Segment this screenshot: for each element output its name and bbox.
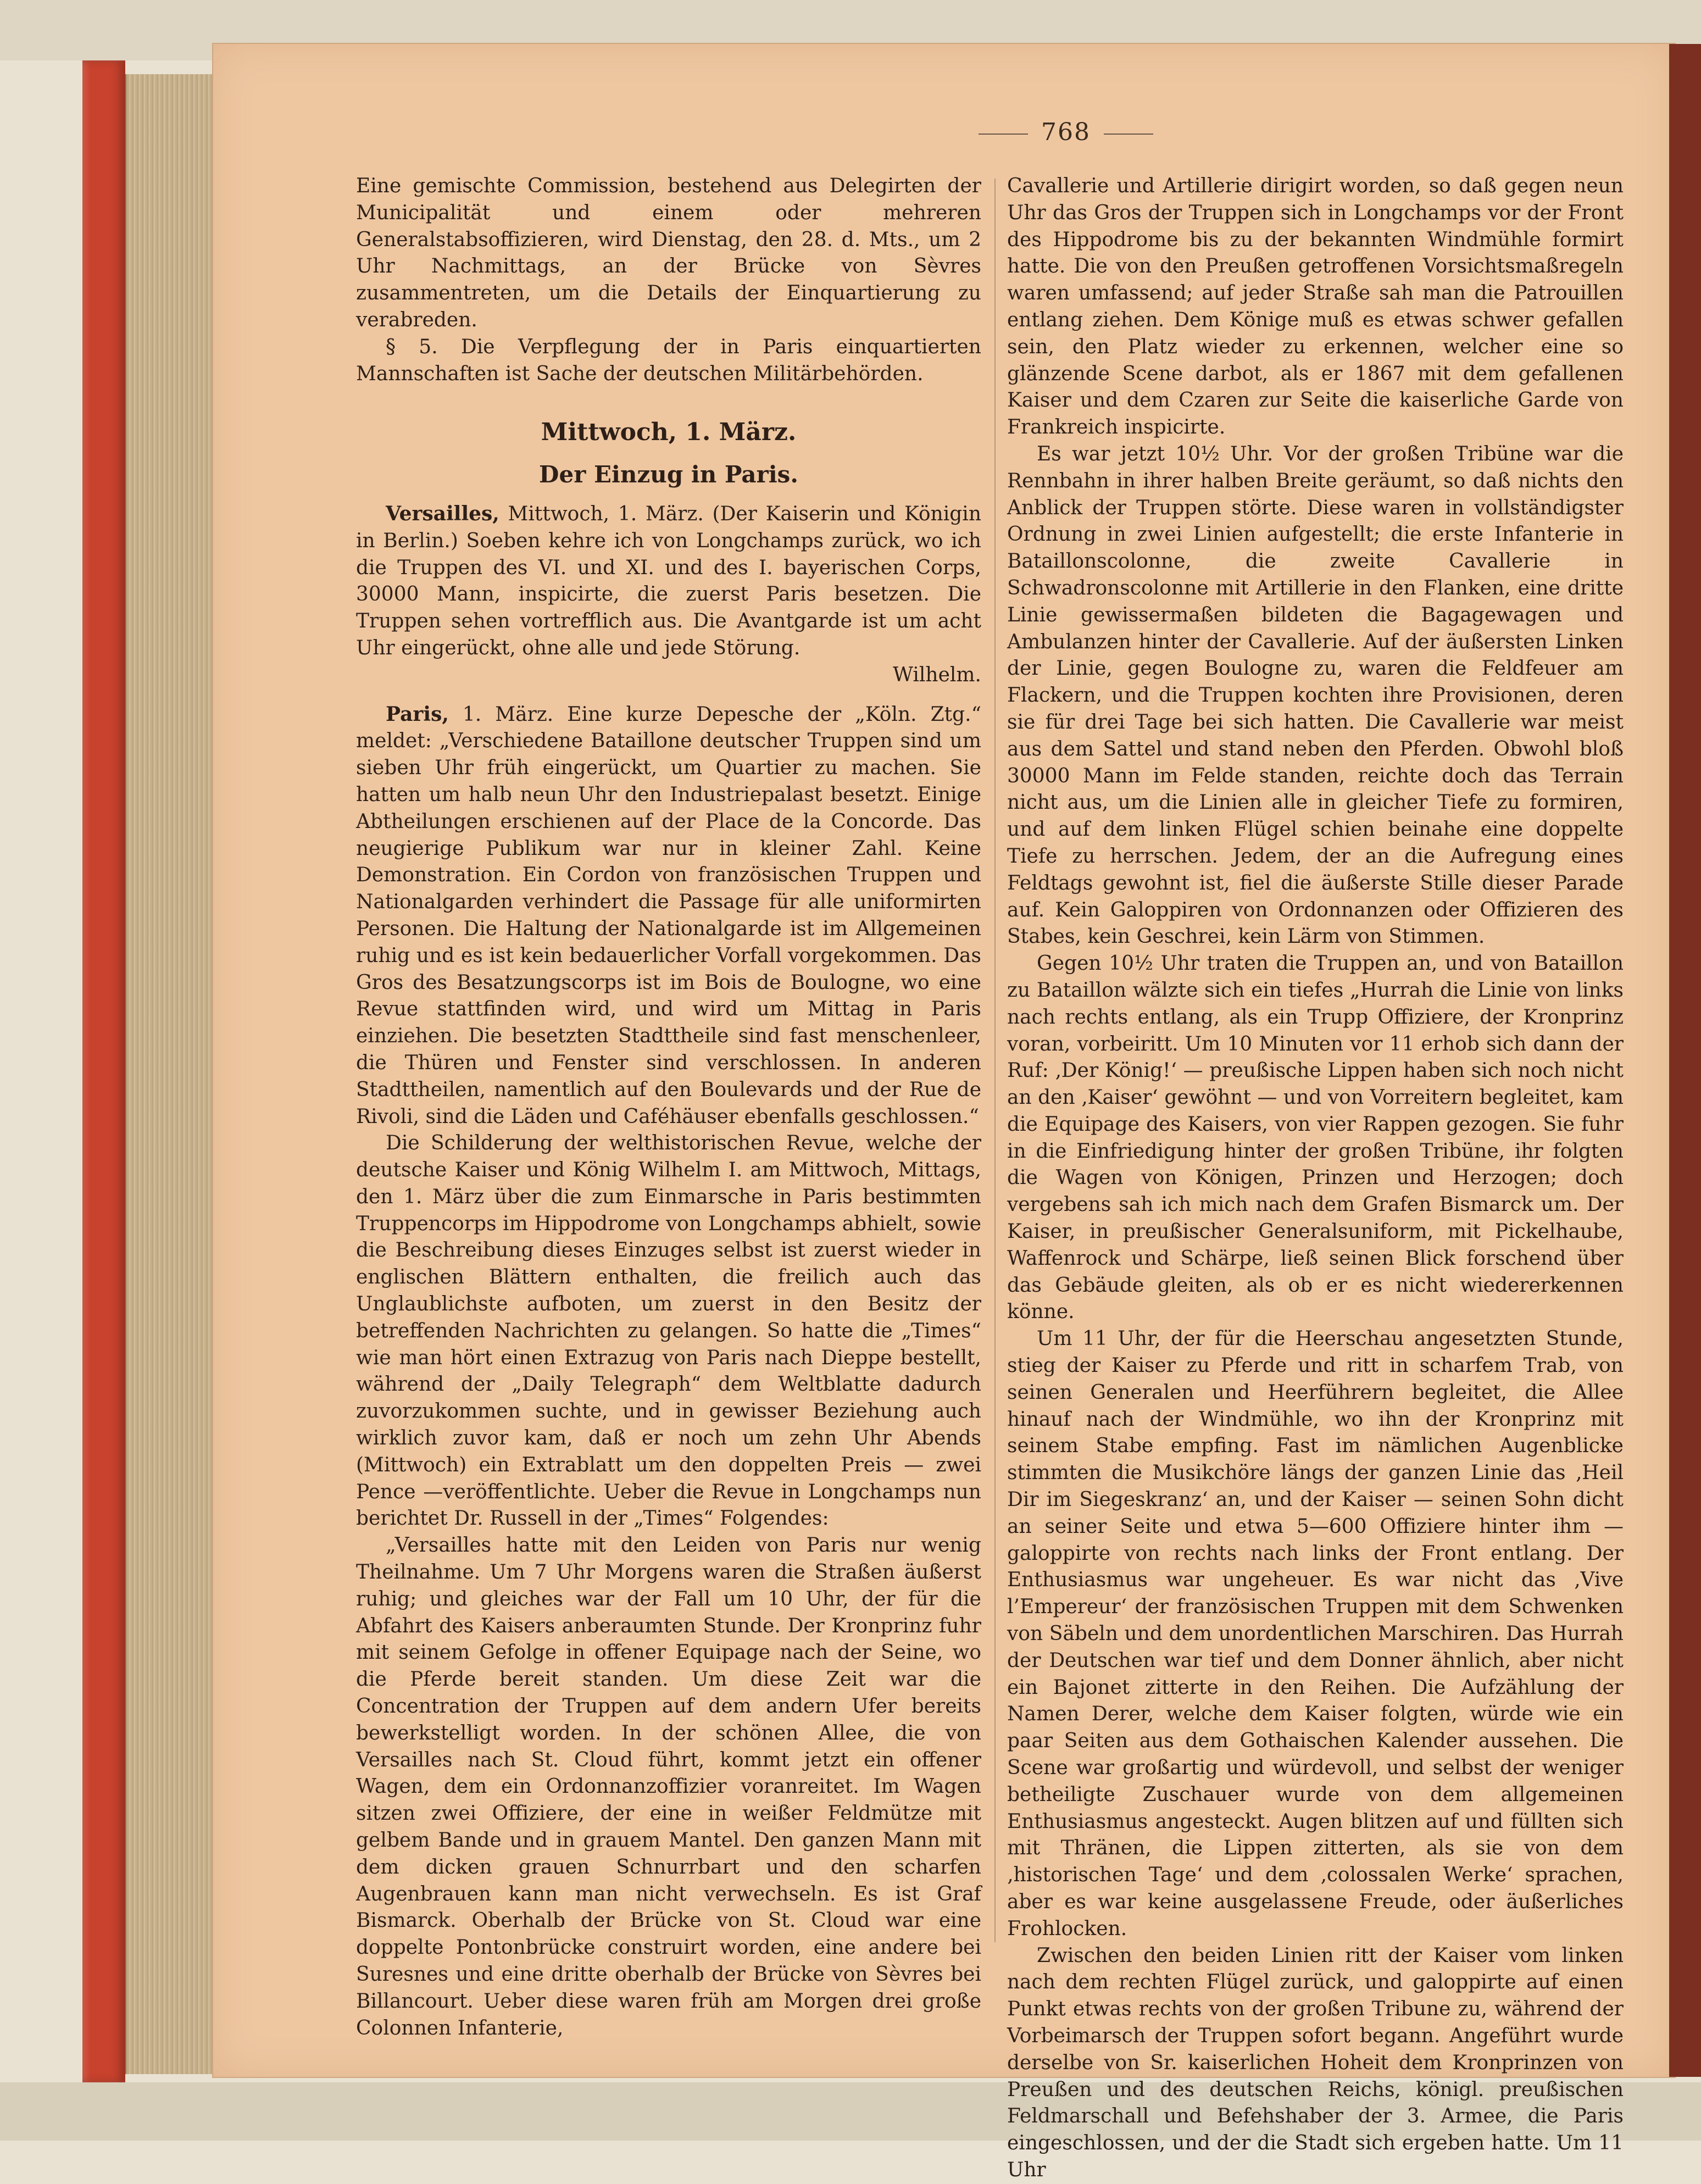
dispatch-signature: Wilhelm. — [893, 663, 981, 686]
paragraph: § 5. Die Verpflegung der in Paris einquartierten Mannschaften ist Sache der deutschen Militärbehörden. — [356, 335, 981, 385]
section-date-heading: Mittwoch, 1. März. — [541, 418, 797, 447]
page-number-text: 768 — [1041, 118, 1091, 146]
right-column — [1007, 173, 1624, 2184]
dispatch-place: Paris, — [386, 702, 449, 726]
dispatch-paris — [356, 701, 981, 1131]
section-title-heading: Der Einzug in Paris. — [539, 461, 798, 488]
dispatch-text: Mittwoch, 1. März. (Der Kaiserin und Königin in Berlin.) Soeben kehre ich von Longchamps zurück, wo ich die Truppen des VI. und XI. und des I. bayerischen Corps, 30000 Mann, inspicirte, die zuerst Paris besetzen. Die Truppen sehen vortrefflich aus. Die Avantgarde ist um acht Uhr eingerückt, ohne alle und jede Störung. — [356, 502, 981, 659]
dispatch-versailles — [356, 501, 981, 689]
page-edges — [125, 74, 214, 2074]
paragraph: Die Schilderung der welthistorischen Revue, welche der deutsche Kaiser und König Wilhelm I. am Mittwoch, Mittags, den 1. März über die zum Einmarsche in Paris bestimmten Truppencorps im Hippodrome von Longchamps abhielt, sowie die Beschreibung dieses Einzuges selbst ist zuerst wieder in englischen Blättern enthalten, die freilich auch das Unglaublichste aufboten, um zuerst in den Besitz der betreffenden Nachrichten zu gelangen. So hatte die „Times“ wie man hört einen Extrazug von Paris nach Dieppe bestellt, während der „Daily Telegraph“ dem Weltblatte dadurch zuvorzukommen suchte, und in gewisser Beziehung auch wirklich zuvor kam, daß er noch um zehn Uhr Abends (Mittwoch) ein Extrablatt um den doppelten Preis — zwei Pence —veröffentlichte. Ueber die Revue in Longchamps nun berichtet Dr. Russell in der „Times“ Folgendes: — [356, 1132, 981, 1530]
page-number-rule-right — [1104, 134, 1153, 135]
dispatch-text: 1. März. Eine kurze Depesche der „Köln. Ztg.“ meldet: „Verschiedene Bataillone deutscher Truppen sind um sieben Uhr früh eingerückt, um Quartier zu machen. Sie hatten um halb neun Uhr den Industriepalast besetzt. Einige Abtheilungen erschienen auf der Place de la Concorde. Das neugierige Publikum war nur in kleiner Zahl. Keine Demonstration. Ein Cordon von französischen Truppen und Nationalgarden verhindert die Passage für alle uniformirten Personen. Die Haltung der Nationalgarde ist im Allgemeinen ruhig und es ist kein bedauerlicher Vorfall vorgekommen. Das Gros des Besatzungscorps ist im Bois de Boulogne, wo eine Revue stattfinden wird, und wird um Mittag in Paris einziehen. Die besetzten Stadttheile sind fast menschenleer, die Thüren und Fenster sind verschlossen. In anderen Stadttheilen, namentlich auf den Boulevards und der Rue de Rivoli, sind die Läden und Caféhäuser ebenfalls geschlossen.“ — [356, 703, 981, 1128]
page-number — [912, 118, 1220, 146]
spacer — [356, 689, 981, 701]
paragraph: Eine gemischte Commission, bestehend aus Delegirten der Municipalität und einem oder mehreren Generalstabsoffizieren, wird Dienstag, den 28. d. Mts., um 2 Uhr Nachmittags, an der Brücke von Sèvres zusammentreten, um die Details der Einquartierung zu verabreden. — [356, 175, 981, 331]
paragraph: „Versailles hatte mit den Leiden von Paris nur wenig Theilnahme. Um 7 Uhr Morgens waren die Straßen äußerst ruhig; und gleiches war der Fall um 10 Uhr, der für die Abfahrt des Kaisers anberaumten Stunde. Der Kronprinz fuhr mit seinem Gefolge in offener Equipage nach der Seine, wo die Pferde bereit standen. Um diese Zeit war die Concentration der Truppen auf dem andern Ufer bereits bewerkstelligt worden. In der schönen Allee, die von Versailles nach St. Cloud führt, kommt jetzt ein offener Wagen, dem ein Ordonnanzoffizier voranreitet. Im Wagen sitzen zwei Offiziere, der eine in weißer Feldmütze mit gelbem Bande und in grauem Mantel. Den ganzen Mann mit dem dicken grauen Schnurrbart und den scharfen Augenbrauen kann man nicht verwechseln. Es ist Graf Bismarck. Oberhalb der Brücke von St. Cloud war eine doppelte Pontonbrücke construirt worden, eine andere bei Suresnes und eine dritte oberhalb der Brücke von Sèvres bei Billancourt. Ueber diese waren früh am Morgen drei große Colonnen Infanterie, — [356, 1534, 981, 2039]
paragraph: Zwischen den beiden Linien ritt der Kaiser vom linken nach dem rechten Flügel zurück, und galoppirte auf einen Punkt etwas rechts von der großen Tribune zu, während der Vorbeimarsch der Truppen sofort begann. Angeführt wurde derselbe von Sr. kaiserlichen Hoheit dem Kronprinzen von Preußen und des deutschen Reichs, königl. preußischen Feldmarschall und Befehshaber der 3. Armee, die Paris eingeschlossen, und der die Stadt sich ergeben hatte. Um 11 Uhr — [1007, 1944, 1624, 2181]
paragraph: Cavallerie und Artillerie dirigirt worden, so daß gegen neun Uhr das Gros der Truppen sich in Longchamps vor der Front des Hippodrome bis zu der bekannten Windmühle formirt hatte. Die von den Preußen getroffenen Vorsichtsmaßregeln waren umfassend; auf jeder Straße sah man die Patrouillen entlang ziehen. Dem Könige muß es etwas schwer gefallen sein, den Platz wieder zu erkennen, welcher eine so glänzende Scene darbot, als er 1867 mit dem gefallenen Kaiser und dem Czaren zur Seite die kaiserliche Garde von Frankreich inspicirte. — [1007, 175, 1624, 439]
dispatch-place: Versailles, — [386, 502, 499, 525]
column-divider — [994, 179, 996, 1942]
paragraph: Gegen 10½ Uhr traten die Truppen an, und von Bataillon zu Bataillon wälzte sich ein tiefes „Hurrah die Linie von links nach rechts entlang, als ein Trupp Offiziere, der Kronprinz voran, vorbeiritt. Um 10 Minuten vor 11 erhob sich dann der Ruf: ‚Der König!‘ — preußische Lippen haben sich noch nicht an den ‚Kaiser‘ gewöhnt — und von Vorreitern begleitet, kam die Equipage des Kaisers, von vier Rappen gezogen. Sie fuhr in die Einfriedigung hinter der großen Tribüne, ihr folgten die Wagen von Königen, Prinzen und Herzogen; doch vergebens sah ich mich nach dem Grafen Bismarck um. Der Kaiser, in preußischer Generalsuniform, mit Pickelhaube, Waffenrock und Schärpe, ließ seinen Blick forschend über das Gebäude gleiten, als ob er es nicht wiedererkennen könne. — [1007, 952, 1624, 1324]
paragraph: Es war jetzt 10½ Uhr. Vor der großen Tribüne war die Rennbahn in ihrer halben Breite geräumt, so daß nichts den Anblick der Truppen störte. Diese waren in vollständigster Ordnung in zwei Linien aufgestellt; die erste Infanterie in Bataillonscolonne, die zweite Cavallerie in Schwadronscolonne mit Artillerie in den Flanken, eine dritte Linie gewissermaßen bildeten die Bagagewagen und Ambulanzen hinter der Cavallerie. Auf der äußersten Linken der Linie, gegen Boulogne zu, waren die Feldfeuer am Flackern, und die Truppen kochten ihre Provisionen, deren sie für drei Tage bei sich hatten. Die Cavallerie war meist aus dem Sattel und stand neben den Pferden. Obwohl bloß 30000 Mann im Felde standen, reichte doch das Terrain nicht aus, um die Linien alle in gleicher Tiefe zu formiren, und auf dem linken Flügel schien beinahe eine doppelte Tiefe zu herrschen. Jedem, der an die Aufregung eines Feldtags gewohnt ist, fiel die äußerste Stille dieser Parade auf. Kein Galoppiren von Ordonnanzen oder Offizieren des Stabes, kein Geschrei, kein Lärm von Stimmen. — [1007, 442, 1624, 948]
left-column — [356, 173, 981, 2042]
book-cover-edge — [1669, 44, 1701, 2077]
book-binding — [82, 60, 125, 2082]
page-number-rule-left — [979, 134, 1028, 135]
paragraph: Um 11 Uhr, der für die Heerschau angesetzten Stunde, stieg der Kaiser zu Pferde und ritt in scharfem Trab, von seinen Generalen und Heerführern begleitet, die Allee hinauf nach der Windmühle, wo ihn der Kronprinz mit seinem Stabe empfing. Fast im nämlichen Augenblicke stimmten die Musikchöre längs der ganzen Linie das ‚Heil Dir im Siegeskranz‘ an, und der Kaiser — seinen Sohn dicht an seiner Seite und etwa 5—600 Offiziere hinter ihm — galoppirte von rechts nach links der Front entlang. Der Enthusiasmus war ungeheuer. Es war nicht das ‚Vive l’Empereur‘ der französischen Truppen mit dem Schwenken von Säbeln und dem unordentlichen Marschiren. Das Hurrah der Deutschen war tief und dem Donner ähnlich, aber nicht ein Bajonet zitterte in den Reihen. Die Aufzählung der Namen Derer, welche dem Kaiser folgten, würde wie ein paar Seiten aus dem Gothaischen Kalender aussehen. Die Scene war großartig und würdevoll, und selbst der weniger betheiligte Zuschauer wurde von dem allgemeinen Enthusiasmus angesteckt. Augen blitzen auf und füllten sich mit Thränen, die Lippen zitterten, als sie von dem ‚historischen Tage‘ und dem ‚colossalen Werke‘ sprachen, aber es war keine ausgelassene Freude, oder äußerliches Frohlocken. — [1007, 1327, 1624, 1940]
